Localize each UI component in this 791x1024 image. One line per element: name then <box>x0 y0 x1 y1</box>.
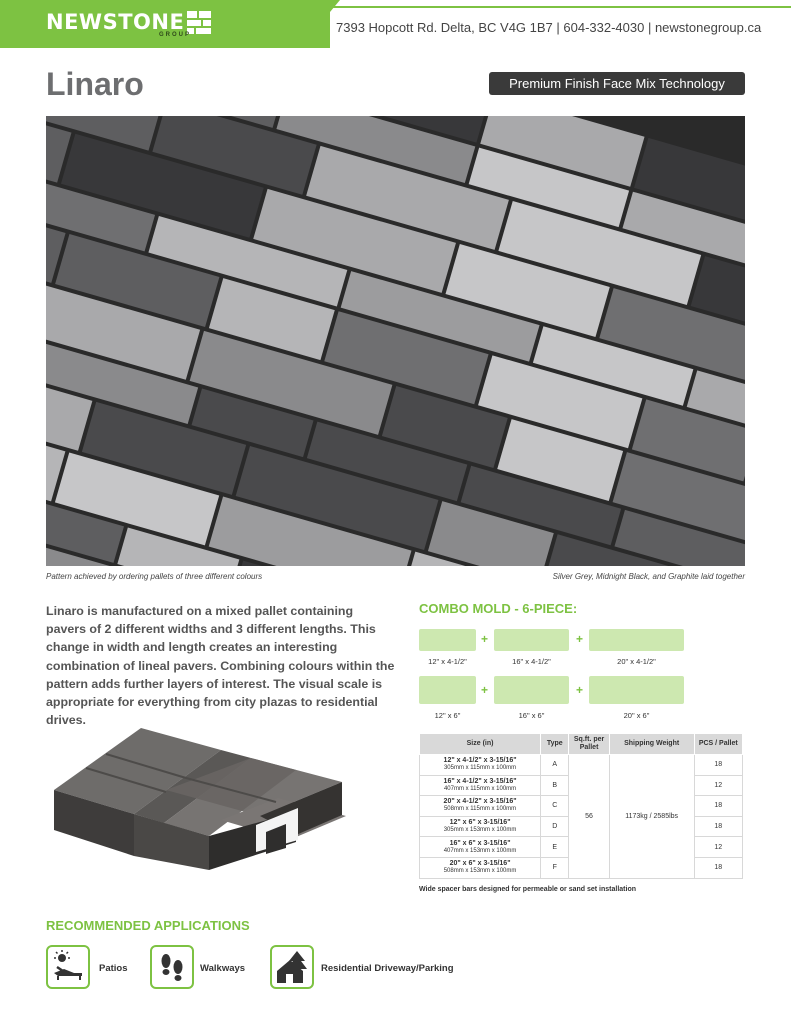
paver-pattern-illustration <box>46 116 745 566</box>
app-label-patios: Patios <box>99 963 128 974</box>
newstone-logo[interactable] <box>46 10 211 38</box>
app-label-walkways: Walkways <box>200 963 246 974</box>
size-cell: 16" x 4-1/2" x 3-15/16" 407mm x 115mm x 100mm <box>420 775 541 796</box>
spacer-note: Wide spacer bars designed for permeable or sand set installation <box>419 886 636 893</box>
mold-piece-16x4 <box>494 629 569 651</box>
col-header-sqft: Sq.ft. per Pallet <box>569 734 609 755</box>
mold-piece-16x6 <box>494 676 569 704</box>
table-row <box>420 755 743 776</box>
mold-label: 16" x 4-1/2" <box>512 657 551 666</box>
col-header-pcs: PCS / Pallet <box>694 734 742 755</box>
contact-info: 7393 Hopcott Rd. Delta, BC V4G 1B7 | 604-332-4030 | newstonegroup.ca <box>336 20 762 35</box>
col-header-type: Type <box>541 734 569 755</box>
mold-label: 16" x 6" <box>518 711 545 720</box>
pcs-cell: 18 <box>694 857 742 878</box>
spec-table <box>419 733 743 879</box>
logo-text: NEWSTONE <box>46 10 185 34</box>
size-cell: 12" x 4-1/2" x 3-15/16" 305mm x 115mm x 100mm <box>420 755 541 776</box>
header-rule <box>330 6 791 8</box>
pcs-cell: 18 <box>694 755 742 776</box>
mold-piece-12x4 <box>419 629 476 651</box>
footprints-icon <box>150 945 194 989</box>
mold-label: 20" x 6" <box>623 711 650 720</box>
plus-icon: + <box>576 683 584 697</box>
app-label-driveway: Residential Driveway/Parking <box>321 963 454 974</box>
type-cell: F <box>541 857 569 878</box>
sqft-cell: 56 <box>569 755 609 879</box>
plus-icon: + <box>576 632 584 646</box>
feature-badge: Premium Finish Face Mix Technology <box>489 72 745 95</box>
logo-subtext: GROUP <box>159 32 192 38</box>
table-header-row <box>420 734 743 755</box>
hero-paver-photo <box>46 116 745 566</box>
plus-icon: + <box>481 632 489 646</box>
pcs-cell: 12 <box>694 837 742 858</box>
photo-caption-left: Pattern achieved by ordering pallets of three different colours <box>46 572 263 581</box>
mold-label: 12" x 4-1/2" <box>428 657 467 666</box>
size-cell: 12" x 6" x 3-15/16" 305mm x 153mm x 100mm <box>420 816 541 837</box>
pcs-cell: 18 <box>694 816 742 837</box>
mold-label: 12" x 6" <box>434 711 461 720</box>
weight-cell: 1173kg / 2585lbs <box>609 755 694 879</box>
combo-mold-title: COMBO MOLD - 6-PIECE: <box>419 601 578 616</box>
product-description: Linaro is manufactured on a mixed pallet containing pavers of 2 different widths and 3 different lengths. This change in width and length creates an interesting combination of lineal pavers. Combining colours within the pattern adds further layers of interest. The visual scale is appropriate for everything from city plazas to residential drives. <box>46 604 395 728</box>
plus-icon: + <box>481 683 489 697</box>
applications-title: RECOMMENDED APPLICATIONS <box>46 918 250 933</box>
mold-piece-12x6 <box>419 676 476 704</box>
type-cell: A <box>541 755 569 776</box>
photo-caption-right: Silver Grey, Midnight Black, and Graphite laid together <box>552 572 745 581</box>
patio-lounger-icon <box>46 945 90 989</box>
pcs-cell: 18 <box>694 796 742 817</box>
size-cell: 16" x 6" x 3-15/16" 407mm x 153mm x 100mm <box>420 837 541 858</box>
col-header-size: Size (in) <box>420 734 541 755</box>
size-cell: 20" x 4-1/2" x 3-15/16" 508mm x 115mm x 100mm <box>420 796 541 817</box>
type-cell: B <box>541 775 569 796</box>
col-header-weight: Shipping Weight <box>609 734 694 755</box>
type-cell: C <box>541 796 569 817</box>
pcs-cell: 12 <box>694 775 742 796</box>
type-cell: D <box>541 816 569 837</box>
paver-stack-image <box>46 720 366 870</box>
size-cell: 20" x 6" x 3-15/16" 508mm x 153mm x 100mm <box>420 857 541 878</box>
page-title: Linaro <box>46 66 144 102</box>
page-header <box>0 0 791 52</box>
type-cell: E <box>541 837 569 858</box>
mold-label: 20" x 4-1/2" <box>617 657 656 666</box>
mold-piece-20x4 <box>589 629 684 651</box>
house-tree-icon <box>270 945 314 989</box>
mold-piece-20x6 <box>589 676 684 704</box>
